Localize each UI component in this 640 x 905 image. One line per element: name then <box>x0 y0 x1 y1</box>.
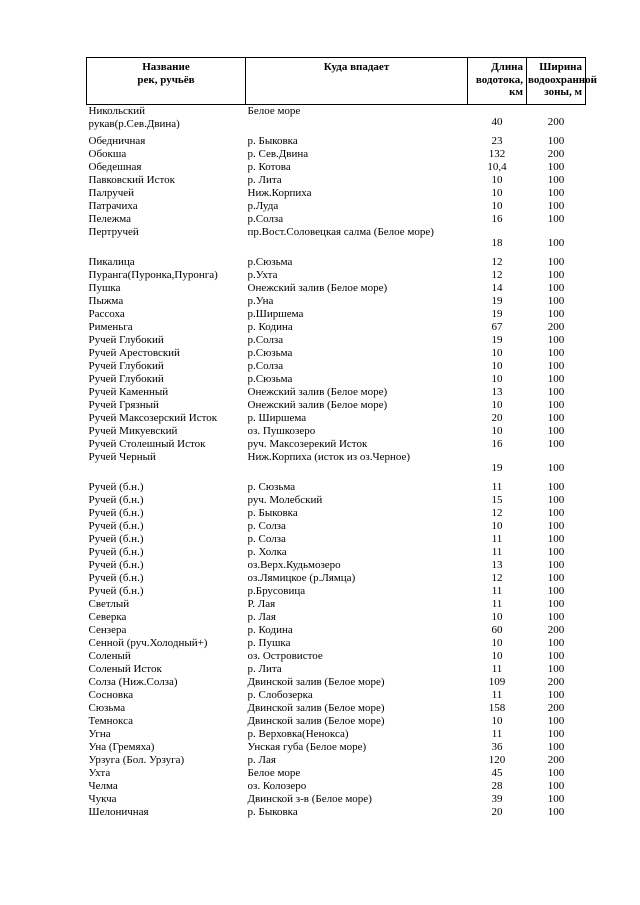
river-name-cell: Ручей (б.н.) <box>88 559 144 571</box>
table-row <box>87 425 586 438</box>
zone-width-cell: 100 <box>547 728 565 740</box>
zone-width-cell: 100 <box>547 715 565 727</box>
table-row <box>87 637 586 650</box>
table-row <box>87 676 586 689</box>
length-cell: 10 <box>491 611 503 623</box>
river-name-cell: Ручей Микуевский <box>88 425 178 437</box>
zone-width-cell: 100 <box>547 585 565 597</box>
header-width <box>527 58 597 105</box>
flows-into-cell: р. Слобозерка <box>247 689 313 701</box>
table-row <box>87 585 586 598</box>
river-name-cell: Ручей (б.н.) <box>88 494 144 506</box>
length-cell: 16 <box>491 438 503 450</box>
river-name-cell: Ручей Глубокий <box>88 334 164 346</box>
length-cell: 12 <box>491 507 503 519</box>
river-name-cell: Сенной (руч.Холодный+) <box>88 637 208 649</box>
length-cell: 10 <box>491 650 503 662</box>
flows-into-cell: р.Ухта <box>247 269 278 281</box>
flows-into-cell: р.Сюзьма <box>247 373 293 385</box>
zone-width-cell: 100 <box>547 507 565 519</box>
river-name-cell: Рименьга <box>88 321 133 333</box>
flows-into-cell: пр.Вост.Соловецкая салма (Белое море) <box>247 226 434 238</box>
length-cell: 10 <box>491 187 503 199</box>
zone-width-cell: 100 <box>547 213 565 225</box>
river-table <box>86 57 597 819</box>
river-name-cell: Ручей (б.н.) <box>88 507 144 519</box>
table-row <box>87 174 586 187</box>
flows-into-cell: р. Быковка <box>247 135 298 147</box>
length-cell: 36 <box>491 741 503 753</box>
river-table-sheet <box>86 57 597 819</box>
river-name-cell: Пыжма <box>88 295 124 307</box>
table-row <box>87 135 586 148</box>
header-width-text: Ширина водоохранной зоны, м <box>528 61 597 99</box>
zone-width-cell: 100 <box>547 793 565 805</box>
zone-width-cell: 100 <box>547 650 565 662</box>
river-name-cell: Пушка <box>88 282 121 294</box>
zone-width-cell: 100 <box>547 347 565 359</box>
table-row <box>87 451 586 481</box>
flows-into-cell: р. Солза <box>247 520 286 532</box>
flows-into-cell: р.Солза <box>247 360 284 372</box>
zone-width-cell: 100 <box>547 494 565 506</box>
table-row <box>87 754 586 767</box>
table-row <box>87 226 586 256</box>
length-cell: 19 <box>491 334 503 346</box>
length-cell: 20 <box>491 806 503 818</box>
table-row <box>87 334 586 347</box>
flows-into-cell: Двинской залив (Белое море) <box>247 715 385 727</box>
river-name-cell: Ручей Каменный <box>88 386 169 398</box>
table-row <box>87 559 586 572</box>
zone-width-cell: 200 <box>547 321 565 333</box>
zone-width-cell: 100 <box>547 282 565 294</box>
river-name-cell: Шелоничная <box>88 806 149 818</box>
length-cell: 10 <box>491 637 503 649</box>
header-into-text: Куда впадает <box>323 61 390 73</box>
zone-width-cell: 100 <box>547 520 565 532</box>
flows-into-cell: р. Лита <box>247 174 282 186</box>
length-cell: 11 <box>491 533 503 545</box>
river-name-cell: Ручей (б.н.) <box>88 546 144 558</box>
river-name-cell: Палручей <box>88 187 135 199</box>
length-cell: 11 <box>491 481 503 493</box>
flows-into-cell: оз.Лямицкое (р.Лямца) <box>247 572 356 584</box>
length-cell: 12 <box>491 256 503 268</box>
zone-width-cell: 200 <box>547 702 565 714</box>
river-name-cell: Северка <box>88 611 127 623</box>
length-cell: 19 <box>491 295 503 307</box>
length-cell: 13 <box>491 386 503 398</box>
river-name-cell: Соленый Исток <box>88 663 162 675</box>
table-row <box>87 360 586 373</box>
length-cell: 19 <box>491 308 503 320</box>
river-name-cell: Ручей Глубокий <box>88 373 164 385</box>
length-cell: 20 <box>491 412 503 424</box>
zone-width-cell: 100 <box>547 438 565 450</box>
river-name-cell: Чукча <box>88 793 117 805</box>
length-cell: 12 <box>491 269 503 281</box>
river-name-cell: Никольский рукав(р.Сев.Двина) <box>88 105 180 130</box>
table-row <box>87 269 586 282</box>
river-name-cell: Ручей (б.н.) <box>88 585 144 597</box>
flows-into-cell: р. Лая <box>247 754 276 766</box>
zone-width-cell: 200 <box>547 148 565 160</box>
flows-into-cell: р. Быковка <box>247 806 298 818</box>
table-row <box>87 282 586 295</box>
table-row <box>87 295 586 308</box>
length-cell: 11 <box>491 663 503 675</box>
length-cell: 16 <box>491 213 503 225</box>
table-row <box>87 546 586 559</box>
flows-into-cell: р. Солза <box>247 533 286 545</box>
table-row <box>87 598 586 611</box>
flows-into-cell: р.Ширшема <box>247 308 304 320</box>
zone-width-cell: 100 <box>547 412 565 424</box>
zone-width-cell: 200 <box>547 624 565 636</box>
zone-width-cell: 100 <box>547 572 565 584</box>
zone-width-cell: 100 <box>547 637 565 649</box>
flows-into-cell: р. Ширшема <box>247 412 307 424</box>
table-row <box>87 347 586 360</box>
flows-into-cell: Белое море <box>247 105 301 117</box>
river-name-cell: Ручей (б.н.) <box>88 520 144 532</box>
table-row <box>87 438 586 451</box>
river-name-cell: Угна <box>88 728 111 740</box>
length-cell: 10 <box>491 200 503 212</box>
table-header <box>87 58 597 105</box>
table-row <box>87 148 586 161</box>
table-row <box>87 520 586 533</box>
table-row <box>87 256 586 269</box>
length-cell: 39 <box>491 793 503 805</box>
length-cell: 12 <box>491 572 503 584</box>
length-cell: 109 <box>488 676 506 688</box>
zone-width-cell: 100 <box>547 295 565 307</box>
table-row <box>87 213 586 226</box>
table-row <box>87 572 586 585</box>
zone-width-cell: 100 <box>547 236 565 249</box>
length-cell: 10 <box>491 520 503 532</box>
length-cell: 11 <box>491 689 503 701</box>
flows-into-cell: руч. Молебский <box>247 494 323 506</box>
flows-into-cell: Ниж.Корпиха <box>247 187 312 199</box>
river-name-cell: Уна (Гремяха) <box>88 741 155 753</box>
flows-into-cell: р.Луда <box>247 200 279 212</box>
zone-width-cell: 100 <box>547 135 565 147</box>
zone-width-cell: 100 <box>547 386 565 398</box>
flows-into-cell: р. Сюзьма <box>247 481 296 493</box>
length-cell: 11 <box>491 728 503 740</box>
zone-width-cell: 100 <box>547 559 565 571</box>
zone-width-cell: 200 <box>547 754 565 766</box>
river-name-cell: Ручей Грязный <box>88 399 159 411</box>
river-name-cell: Ухта <box>88 767 111 779</box>
flows-into-cell: Онежский залив (Белое море) <box>247 386 388 398</box>
zone-width-cell: 100 <box>547 481 565 493</box>
flows-into-cell: Р. Лая <box>247 598 276 610</box>
length-cell: 10 <box>491 425 503 437</box>
table-row <box>87 494 586 507</box>
river-name-cell: Соленый <box>88 650 131 662</box>
table-row <box>87 412 586 425</box>
table-row <box>87 715 586 728</box>
flows-into-cell: оз.Верх.Кудьмозеро <box>247 559 341 571</box>
length-cell: 60 <box>491 624 503 636</box>
flows-into-cell: Онежский залив (Белое море) <box>247 282 388 294</box>
river-name-cell: Ручей Черный <box>88 451 156 463</box>
table-row <box>87 650 586 663</box>
flows-into-cell: оз. Пушкозеро <box>247 425 316 437</box>
table-row <box>87 105 586 136</box>
zone-width-cell: 100 <box>547 360 565 372</box>
flows-into-cell: Ниж.Корпиха (исток из оз.Черное) <box>247 451 411 463</box>
river-name-cell: Светлый <box>88 598 130 610</box>
table-row <box>87 806 586 819</box>
river-name-cell: Рассоха <box>88 308 125 320</box>
length-cell: 14 <box>491 282 503 294</box>
flows-into-cell: оз. Островистое <box>247 650 323 662</box>
flows-into-cell: р. Верховка(Ненокса) <box>247 728 349 740</box>
river-name-cell: Обедешная <box>88 161 142 173</box>
table-row <box>87 373 586 386</box>
flows-into-cell: р.Брусовица <box>247 585 306 597</box>
length-cell: 11 <box>491 546 503 558</box>
header-length <box>468 58 527 105</box>
flows-into-cell: Белое море <box>247 767 301 779</box>
flows-into-cell: р.Солза <box>247 213 284 225</box>
table-row <box>87 689 586 702</box>
flows-into-cell: Унская губа (Белое море) <box>247 741 367 753</box>
river-name-cell: Пертручей <box>88 226 139 238</box>
length-cell: 10 <box>491 399 503 411</box>
header-name <box>87 58 246 105</box>
length-cell: 11 <box>491 598 503 610</box>
zone-width-cell: 100 <box>547 741 565 753</box>
flows-into-cell: р. Лита <box>247 663 282 675</box>
river-name-cell: Ручей Глубокий <box>88 360 164 372</box>
river-name-cell: Темнокса <box>88 715 133 727</box>
table-row <box>87 728 586 741</box>
zone-width-cell: 100 <box>547 373 565 385</box>
river-name-cell: Ручей Столешный Исток <box>88 438 206 450</box>
length-cell: 10 <box>491 715 503 727</box>
length-cell: 132 <box>488 148 506 160</box>
zone-width-cell: 100 <box>547 399 565 411</box>
table-row <box>87 663 586 676</box>
table-row <box>87 187 586 200</box>
zone-width-cell: 100 <box>547 780 565 792</box>
length-cell: 18 <box>491 236 503 249</box>
flows-into-cell: р. Холка <box>247 546 287 558</box>
header-into <box>246 58 468 105</box>
table-row <box>87 308 586 321</box>
zone-width-cell: 200 <box>547 676 565 688</box>
zone-width-cell: 100 <box>547 689 565 701</box>
flows-into-cell: р. Кодина <box>247 624 293 636</box>
river-name-cell: Ручей Арестовский <box>88 347 180 359</box>
zone-width-cell: 200 <box>547 115 565 128</box>
river-name-cell: Павковский Исток <box>88 174 176 186</box>
river-name-cell: Сензера <box>88 624 127 636</box>
river-name-cell: Челма <box>88 780 118 792</box>
table-row <box>87 793 586 806</box>
table-body <box>87 105 586 820</box>
flows-into-cell: р. Кодина <box>247 321 293 333</box>
flows-into-cell: Двинской залив (Белое море) <box>247 676 385 688</box>
river-name-cell: Сюзьма <box>88 702 126 714</box>
table-row <box>87 533 586 546</box>
header-row <box>87 58 586 105</box>
zone-width-cell: 100 <box>547 461 565 474</box>
flows-into-cell: р. Лая <box>247 611 276 623</box>
length-cell: 15 <box>491 494 503 506</box>
length-cell: 10 <box>491 373 503 385</box>
zone-width-cell: 100 <box>547 256 565 268</box>
length-cell: 10,4 <box>487 161 507 173</box>
flows-into-cell: Онежский залив (Белое море) <box>247 399 388 411</box>
zone-width-cell: 100 <box>547 546 565 558</box>
length-cell: 19 <box>491 461 503 474</box>
table-row <box>87 507 586 520</box>
length-cell: 10 <box>491 174 503 186</box>
zone-width-cell: 100 <box>547 806 565 818</box>
river-name-cell: Ручей (б.н.) <box>88 481 144 493</box>
table-row <box>87 741 586 754</box>
table-row <box>87 481 586 494</box>
zone-width-cell: 100 <box>547 425 565 437</box>
length-cell: 13 <box>491 559 503 571</box>
flows-into-cell: р.Солза <box>247 334 284 346</box>
river-name-cell: Ручей (б.н.) <box>88 533 144 545</box>
length-cell: 120 <box>488 754 506 766</box>
length-cell: 10 <box>491 347 503 359</box>
table-row <box>87 611 586 624</box>
length-cell: 11 <box>491 585 503 597</box>
zone-width-cell: 100 <box>547 308 565 320</box>
river-name-cell: Обедничная <box>88 135 146 147</box>
zone-width-cell: 100 <box>547 611 565 623</box>
table-row <box>87 767 586 780</box>
zone-width-cell: 100 <box>547 767 565 779</box>
zone-width-cell: 100 <box>547 187 565 199</box>
length-cell: 67 <box>491 321 503 333</box>
flows-into-cell: Двинской з-в (Белое море) <box>247 793 372 805</box>
river-name-cell: Патрачиха <box>88 200 138 212</box>
flows-into-cell: р. Сев.Двина <box>247 148 309 160</box>
table-row <box>87 399 586 412</box>
header-name-text: Название рек, ручьёв <box>137 61 195 86</box>
zone-width-cell: 100 <box>547 269 565 281</box>
table-row <box>87 200 586 213</box>
zone-width-cell: 100 <box>547 663 565 675</box>
flows-into-cell: р.Сюзьма <box>247 256 293 268</box>
zone-width-cell: 100 <box>547 533 565 545</box>
river-name-cell: Пикалица <box>88 256 135 268</box>
flows-into-cell: р. Пушка <box>247 637 291 649</box>
zone-width-cell: 100 <box>547 598 565 610</box>
river-name-cell: Ручей Максозерский Исток <box>88 412 218 424</box>
river-name-cell: Обокша <box>88 148 127 160</box>
flows-into-cell: руч. Максозерекий Исток <box>247 438 368 450</box>
flows-into-cell: Двинской залив (Белое море) <box>247 702 385 714</box>
river-name-cell: Ручей (б.н.) <box>88 572 144 584</box>
length-cell: 28 <box>491 780 503 792</box>
table-row <box>87 161 586 174</box>
table-row <box>87 321 586 334</box>
table-row <box>87 780 586 793</box>
river-name-cell: Сосновка <box>88 689 134 701</box>
flows-into-cell: р.Сюзьма <box>247 347 293 359</box>
zone-width-cell: 100 <box>547 334 565 346</box>
river-name-cell: Пележма <box>88 213 132 225</box>
table-row <box>87 386 586 399</box>
table-row <box>87 624 586 637</box>
length-cell: 40 <box>491 115 503 128</box>
river-name-cell: Пуранга(Пуронка,Пуронга) <box>88 269 218 281</box>
length-cell: 158 <box>488 702 506 714</box>
flows-into-cell: р. Котова <box>247 161 291 173</box>
length-cell: 23 <box>491 135 503 147</box>
flows-into-cell: оз. Колозеро <box>247 780 307 792</box>
zone-width-cell: 100 <box>547 174 565 186</box>
flows-into-cell: р. Быковка <box>247 507 298 519</box>
river-name-cell: Урзуга (Бол. Урзуга) <box>88 754 185 766</box>
table-row <box>87 702 586 715</box>
zone-width-cell: 100 <box>547 161 565 173</box>
zone-width-cell: 100 <box>547 200 565 212</box>
river-name-cell: Солза (Ниж.Солза) <box>88 676 178 688</box>
header-length-text: Длина водотока, км <box>475 61 523 99</box>
length-cell: 45 <box>491 767 503 779</box>
flows-into-cell: р.Уна <box>247 295 274 307</box>
length-cell: 10 <box>491 360 503 372</box>
